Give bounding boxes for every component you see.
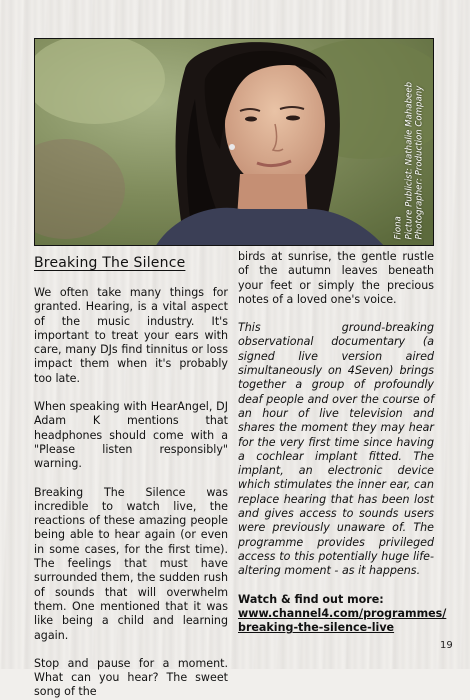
paragraph: When speaking with HearAngel, DJ Adam K mentions that headphones should come with a "Please listen responsibly" warning. — [34, 400, 228, 471]
paragraph: Stop and pause for a moment. What can you hear? The sweet song of the — [34, 656, 228, 699]
watch-label: Watch & find out more: — [238, 592, 384, 606]
documentary-description: This ground-breaking observational documentary (a signed live version aired simultaneously on 4Seven) brings together a group of profoundly deaf people and over the course of an hour of live television and shares the moment they may hear for the very first time since having a cochlear implant fitted. The implant, an electronic device which stimulates the inner ear, can replace hearing that has been lost and gives access to sounds users were previously unaware of. The programme provides privileged access to this potentially huge life-altering moment - as it happens. — [238, 321, 434, 578]
programme-link[interactable] — [238, 606, 447, 636]
photo-credit — [371, 69, 425, 239]
link-line-2[interactable]: breaking-the-silence-live — [238, 621, 395, 635]
page-number: 19 — [440, 640, 453, 651]
left-column — [34, 250, 228, 700]
article-title: Breaking The Silence — [34, 255, 186, 271]
paragraph: We often take many things for granted. Hearing, is a vital aspect of the music industry. It's important to treat your ears with care, many DJs find tinnitus or loss impact them when it's probably too late. — [34, 286, 228, 385]
credit-subject: Fiona — [393, 215, 404, 239]
credit-photographer: Photographer: Production Company — [414, 85, 425, 239]
right-column — [238, 250, 447, 635]
paragraph: Breaking The Silence was incredible to watch live, the reactions of these amazing people being able to hear again (or even in some cases, for the first time). The feelings that must have surrounded them, the sudden rush of sounds that will overwhelm them. One mentioned that it was like being a child and learning again. — [34, 485, 228, 642]
article-photo — [34, 38, 434, 246]
link-line-1[interactable]: www.channel4.com/programmes/ — [238, 606, 447, 620]
paragraph: birds at sunrise, the gentle rustle of the autumn leaves beneath your feet or simply the precious notes of a loved one's voice. — [238, 250, 434, 306]
credit-publicist: Picture Publicist: Nathalie Mahabeeb — [404, 81, 414, 239]
